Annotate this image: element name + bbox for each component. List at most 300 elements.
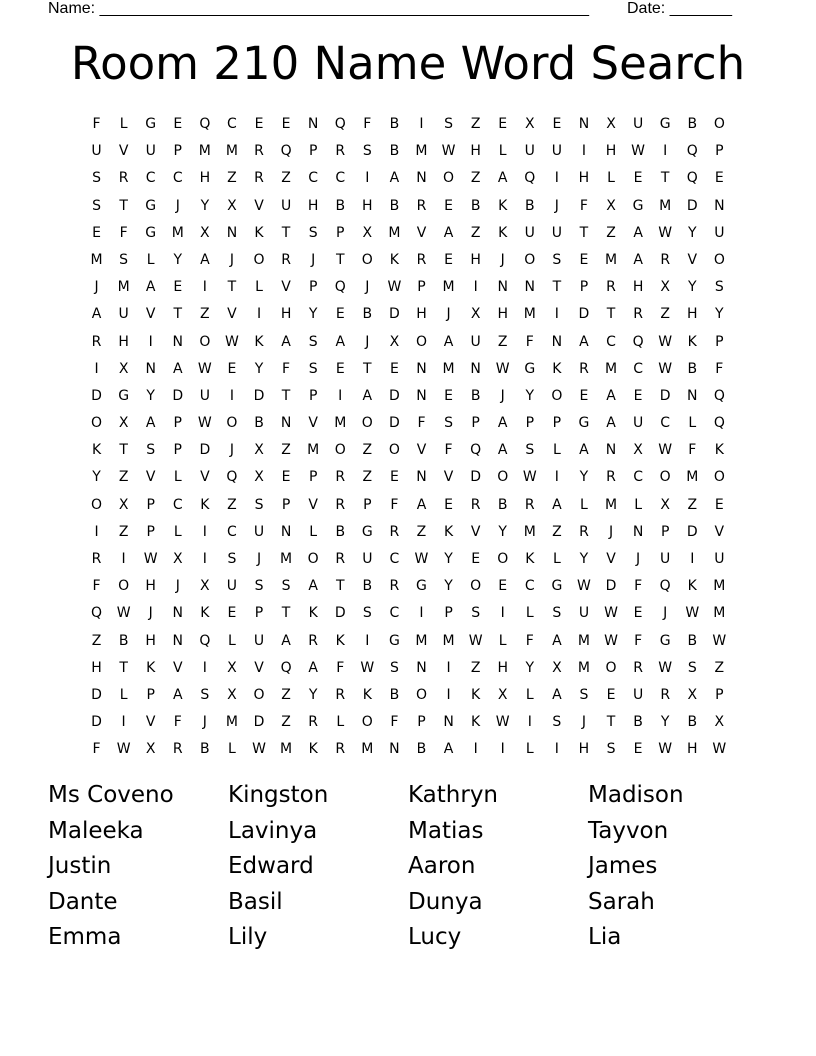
grid-letter: O <box>497 551 509 567</box>
grid-letter: I <box>554 469 559 486</box>
grid-letter: L <box>525 686 534 703</box>
grid-letter: M <box>577 632 590 649</box>
grid-letter: B <box>470 387 481 404</box>
grid-letter: N <box>280 523 292 540</box>
grid-letter: S <box>92 170 101 187</box>
grid-letter: N <box>416 387 427 404</box>
grid-letter: W <box>360 659 375 676</box>
grid-letter: Q <box>659 578 671 595</box>
grid-row <box>83 709 733 736</box>
grid-letter: S <box>200 686 210 703</box>
grid-letter: O <box>415 333 427 350</box>
grid-letter: J <box>365 333 370 350</box>
grid-letter: S <box>471 605 481 622</box>
grid-letter: G <box>578 415 590 432</box>
grid-letter: L <box>634 496 642 513</box>
grid-letter: W <box>116 605 131 622</box>
grid-letter: P <box>281 496 291 513</box>
grid-letter: F <box>363 116 372 132</box>
grid-letter: E <box>254 116 264 132</box>
grid-letter: A <box>281 632 291 649</box>
grid-letter: J <box>554 197 559 214</box>
word-list-item: Justin <box>48 853 112 879</box>
grid-letter: I <box>94 523 99 540</box>
grid-letter: I <box>500 605 505 622</box>
grid-letter: W <box>468 632 483 649</box>
grid-letter: P <box>146 686 155 703</box>
grid-letter: O <box>470 578 482 595</box>
grid-letter: A <box>606 415 616 432</box>
grid-letter: S <box>254 578 264 595</box>
grid-letter: P <box>417 714 426 731</box>
grid-letter: R <box>254 170 264 187</box>
grid-letter: A <box>579 333 589 350</box>
grid-letter: D <box>199 442 211 459</box>
grid-letter: H <box>578 741 590 758</box>
grid-letter: Y <box>308 686 318 703</box>
grid-letter: Q <box>199 632 211 649</box>
grid-letter: G <box>118 387 130 404</box>
grid-letter: U <box>551 143 562 160</box>
grid-letter: W <box>685 605 700 622</box>
grid-letter: M <box>280 741 293 758</box>
grid-letter: K <box>714 442 724 459</box>
grid-letter: D <box>470 469 482 486</box>
grid-letter: S <box>687 659 697 676</box>
grid-row <box>83 111 733 138</box>
grid-letter: J <box>202 714 207 731</box>
grid-letter: P <box>444 605 453 622</box>
grid-letter: Z <box>362 469 373 486</box>
grid-letter: R <box>172 741 183 758</box>
grid-letter: U <box>632 415 644 432</box>
grid-row <box>83 301 733 328</box>
grid-letter: I <box>121 551 126 567</box>
grid-letter: R <box>335 496 346 513</box>
grid-row <box>83 546 733 573</box>
grid-letter: W <box>197 360 212 377</box>
grid-letter: L <box>525 605 534 622</box>
word-list-item: James <box>588 853 658 879</box>
grid-letter: J <box>365 279 370 296</box>
word-list-item: Dante <box>48 888 118 915</box>
grid-letter: V <box>200 469 210 486</box>
grid-letter: E <box>579 387 589 404</box>
grid-letter: W <box>658 442 673 459</box>
grid-letter: D <box>253 387 265 404</box>
grid-letter: P <box>336 224 345 241</box>
grid-letter: Z <box>416 523 427 540</box>
grid-letter: X <box>524 116 535 132</box>
grid-letter: F <box>634 578 643 595</box>
grid-letter: Y <box>525 387 535 404</box>
grid-letter: L <box>119 686 128 703</box>
grid-letter: K <box>498 197 508 214</box>
grid-letter: J <box>311 251 316 268</box>
grid-row <box>83 492 733 519</box>
grid-letter: N <box>443 714 454 731</box>
grid-letter: Q <box>524 170 536 187</box>
grid-letter: E <box>173 279 183 296</box>
grid-letter: V <box>145 306 156 323</box>
grid-letter: E <box>714 496 724 513</box>
grid-letter: L <box>119 116 128 132</box>
grid-letter: Z <box>362 442 373 459</box>
grid-letter: O <box>199 333 211 350</box>
grid-letter: F <box>390 496 399 513</box>
grid-letter: O <box>659 469 671 486</box>
grid-letter: Q <box>632 333 644 350</box>
grid-letter: X <box>687 686 698 703</box>
grid-letter: X <box>606 197 616 214</box>
grid-letter: L <box>552 442 561 459</box>
grid-letter: S <box>444 116 453 132</box>
grid-letter: Y <box>715 306 724 323</box>
grid-letter: I <box>202 523 207 540</box>
grid-letter: E <box>444 197 453 214</box>
grid-letter: V <box>145 714 156 731</box>
grid-letter: U <box>118 306 129 323</box>
grid-letter: A <box>281 333 291 350</box>
grid-letter: Q <box>91 605 103 622</box>
grid-letter: T <box>173 306 183 323</box>
grid-letter: A <box>443 333 454 350</box>
grid-letter: N <box>632 523 644 540</box>
grid-letter: I <box>202 551 207 567</box>
grid-letter: X <box>606 116 616 132</box>
grid-letter: Y <box>146 387 155 404</box>
grid-letter: K <box>498 224 508 241</box>
grid-letter: P <box>308 387 318 404</box>
grid-letter: T <box>660 170 670 187</box>
grid-row <box>83 329 733 356</box>
grid-letter: K <box>389 251 399 268</box>
grid-letter: O <box>497 469 509 486</box>
grid-letter: Y <box>444 551 453 567</box>
header-row <box>48 0 748 20</box>
grid-letter: B <box>687 360 698 377</box>
grid-row <box>83 138 733 165</box>
grid-letter: P <box>715 686 724 703</box>
grid-letter: V <box>470 523 481 540</box>
grid-letter: P <box>715 143 724 160</box>
grid-letter: D <box>578 306 590 323</box>
grid-letter: E <box>227 360 237 377</box>
grid-letter: A <box>552 686 562 703</box>
grid-letter: Y <box>687 279 697 296</box>
grid-letter: A <box>145 279 156 296</box>
grid-letter: M <box>604 360 618 377</box>
grid-letter: L <box>309 523 318 540</box>
grid-letter: N <box>687 387 698 404</box>
grid-letter: F <box>173 714 182 731</box>
grid-letter: M <box>442 632 455 649</box>
grid-letter: X <box>200 578 210 595</box>
grid-letter: F <box>634 632 643 649</box>
grid-letter: R <box>335 741 346 758</box>
grid-letter: E <box>92 224 101 241</box>
grid-row <box>83 193 733 220</box>
word-list-item: Dunya <box>408 888 483 915</box>
grid-letter: O <box>361 714 373 731</box>
grid-letter: D <box>389 387 400 404</box>
grid-letter: M <box>415 632 428 649</box>
grid-letter: V <box>606 551 616 567</box>
grid-letter: O <box>307 551 319 567</box>
grid-letter: P <box>715 333 724 350</box>
word-search-grid <box>83 111 733 764</box>
grid-letter: I <box>554 170 559 187</box>
grid-letter: S <box>119 251 129 268</box>
grid-letter: A <box>308 659 318 676</box>
grid-letter: J <box>175 197 180 214</box>
grid-letter: H <box>497 659 508 676</box>
grid-letter: V <box>443 469 454 486</box>
date-field: Date: _______ <box>627 0 732 17</box>
grid-letter: E <box>633 605 643 622</box>
grid-letter: M <box>523 306 536 323</box>
grid-letter: Z <box>470 224 481 241</box>
grid-letter: N <box>172 632 184 649</box>
grid-letter: F <box>92 741 101 758</box>
grid-letter: F <box>119 224 128 241</box>
grid-row <box>83 437 733 464</box>
grid-letter: J <box>446 306 451 323</box>
grid-letter: W <box>577 578 591 595</box>
grid-letter: R <box>335 143 346 160</box>
grid-letter: Z <box>497 333 508 350</box>
grid-letter: I <box>473 279 478 296</box>
grid-letter: B <box>389 116 400 132</box>
grid-letter: J <box>256 551 262 567</box>
grid-letter: B <box>687 116 698 132</box>
grid-letter: W <box>604 632 618 649</box>
grid-letter: A <box>443 741 454 758</box>
grid-letter: Z <box>281 686 291 703</box>
grid-letter: R <box>579 523 589 540</box>
grid-letter: L <box>173 523 182 540</box>
grid-letter: S <box>389 659 399 676</box>
grid-letter: O <box>91 496 103 513</box>
grid-letter: L <box>228 741 236 758</box>
grid-letter: A <box>497 442 508 459</box>
grid-letter: A <box>552 496 562 513</box>
grid-letter: W <box>658 333 673 350</box>
grid-letter: U <box>660 551 671 567</box>
grid-letter: X <box>497 686 508 703</box>
grid-letter: D <box>91 686 102 703</box>
grid-letter: H <box>578 170 590 187</box>
grid-letter: G <box>145 197 157 214</box>
grid-letter: G <box>551 578 563 595</box>
grid-row <box>83 274 733 301</box>
grid-letter: R <box>579 360 589 377</box>
grid-letter: S <box>146 442 156 459</box>
grid-letter: K <box>308 605 318 622</box>
grid-letter: U <box>470 333 481 350</box>
grid-letter: Y <box>254 360 264 377</box>
grid-letter: A <box>145 415 156 432</box>
word-list-item: Lia <box>588 924 622 950</box>
grid-letter: Q <box>280 659 292 676</box>
grid-letter: I <box>94 360 99 377</box>
grid-letter: H <box>145 632 156 649</box>
grid-letter: M <box>659 197 672 214</box>
grid-letter: U <box>226 578 238 595</box>
grid-row <box>83 464 733 491</box>
grid-letter: H <box>497 306 508 323</box>
grid-letter: W <box>414 551 429 567</box>
grid-letter: L <box>498 143 507 160</box>
grid-letter: U <box>524 143 535 160</box>
grid-letter: I <box>581 143 587 160</box>
grid-letter: I <box>202 279 207 296</box>
grid-letter: R <box>470 496 481 513</box>
grid-letter: Z <box>281 714 291 731</box>
grid-letter: H <box>307 197 319 214</box>
grid-letter: Z <box>227 170 237 187</box>
grid-letter: H <box>686 306 698 323</box>
grid-letter: E <box>173 116 183 132</box>
word-list <box>48 779 768 957</box>
grid-letter: G <box>388 632 400 649</box>
name-field: Name: _______________________________________________________ <box>48 0 589 17</box>
grid-letter: N <box>416 469 427 486</box>
grid-letter: D <box>659 387 671 404</box>
grid-letter: W <box>495 360 510 377</box>
grid-letter: N <box>416 170 427 187</box>
grid-letter: B <box>524 197 535 214</box>
grid-letter: E <box>389 360 399 377</box>
grid-letter: L <box>688 415 697 432</box>
grid-letter: Z <box>552 523 562 540</box>
grid-row <box>83 682 733 709</box>
grid-letter: V <box>714 523 725 540</box>
grid-letter: F <box>92 116 101 132</box>
grid-letter: C <box>308 170 319 187</box>
grid-letter: U <box>253 523 265 540</box>
grid-letter: J <box>608 523 614 540</box>
grid-letter: Q <box>470 442 482 459</box>
grid-letter: N <box>578 116 590 132</box>
grid-letter: B <box>118 632 129 649</box>
grid-letter: Q <box>334 279 346 296</box>
grid-letter: X <box>172 551 183 567</box>
grid-letter: Z <box>91 632 102 649</box>
grid-letter: D <box>389 415 400 432</box>
grid-letter: V <box>254 197 264 214</box>
grid-letter: O <box>415 686 427 703</box>
grid-letter: S <box>579 686 589 703</box>
grid-letter: E <box>389 469 399 486</box>
grid-letter: L <box>498 632 507 649</box>
grid-letter: V <box>281 279 291 296</box>
grid-letter: L <box>580 496 588 513</box>
grid-letter: O <box>443 170 455 187</box>
grid-letter: R <box>416 251 427 268</box>
grid-letter: T <box>363 360 372 377</box>
grid-letter: Q <box>334 116 346 132</box>
grid-letter: H <box>362 197 373 214</box>
grid-letter: S <box>308 333 318 350</box>
grid-letter: K <box>335 632 345 649</box>
grid-letter: Z <box>470 659 481 676</box>
grid-letter: I <box>419 116 424 132</box>
grid-letter: E <box>579 251 589 268</box>
grid-letter: I <box>554 306 559 323</box>
grid-letter: N <box>605 442 617 459</box>
grid-letter: C <box>335 170 346 187</box>
grid-letter: F <box>92 578 101 595</box>
word-list-item: Tayvon <box>588 817 669 844</box>
grid-letter: I <box>663 143 668 160</box>
grid-letter: L <box>525 741 534 758</box>
grid-row <box>83 383 733 410</box>
grid-letter: Z <box>118 523 129 540</box>
grid-letter: P <box>173 143 182 160</box>
word-list-item: Madison <box>588 782 684 808</box>
word-list-item: Lily <box>228 924 268 950</box>
grid-letter: U <box>280 197 292 214</box>
grid-letter: I <box>446 686 451 703</box>
grid-letter: C <box>389 605 400 622</box>
grid-letter: W <box>658 741 673 758</box>
word-list-item: Matias <box>408 817 484 844</box>
grid-row <box>83 220 733 247</box>
grid-letter: S <box>362 605 372 622</box>
grid-letter: N <box>416 659 427 676</box>
grid-letter: B <box>687 632 698 649</box>
grid-letter: S <box>552 714 562 731</box>
grid-letter: V <box>118 143 129 160</box>
word-list-item: Aaron <box>408 853 476 879</box>
grid-letter: R <box>524 496 535 513</box>
grid-letter: C <box>172 170 183 187</box>
grid-letter: N <box>307 116 319 132</box>
grid-letter: H <box>91 659 102 676</box>
grid-letter: B <box>389 686 400 703</box>
word-list-item: Kingston <box>228 782 329 808</box>
grid-letter: S <box>444 415 453 432</box>
grid-letter: R <box>660 686 671 703</box>
grid-letter: O <box>361 415 373 432</box>
grid-letter: S <box>254 496 264 513</box>
grid-letter: W <box>712 741 727 758</box>
grid-letter: K <box>362 686 372 703</box>
grid-row <box>83 573 733 600</box>
grid-letter: K <box>200 496 210 513</box>
grid-letter: R <box>633 306 643 323</box>
grid-letter: O <box>713 469 725 486</box>
grid-letter: O <box>388 442 400 459</box>
grid-letter: M <box>307 442 320 459</box>
grid-letter: B <box>633 714 643 731</box>
grid-letter: X <box>714 714 725 731</box>
grid-letter: M <box>577 659 590 676</box>
grid-row <box>83 356 733 383</box>
grid-letter: C <box>389 551 400 567</box>
grid-letter: X <box>633 442 643 459</box>
grid-letter: H <box>605 143 617 160</box>
grid-letter: D <box>389 306 400 323</box>
grid-letter: Y <box>200 197 210 214</box>
grid-letter: O <box>253 251 265 268</box>
grid-letter: P <box>146 523 155 540</box>
grid-letter: D <box>605 578 617 595</box>
grid-letter: K <box>471 686 481 703</box>
grid-letter: E <box>552 116 562 132</box>
grid-letter: U <box>253 632 265 649</box>
